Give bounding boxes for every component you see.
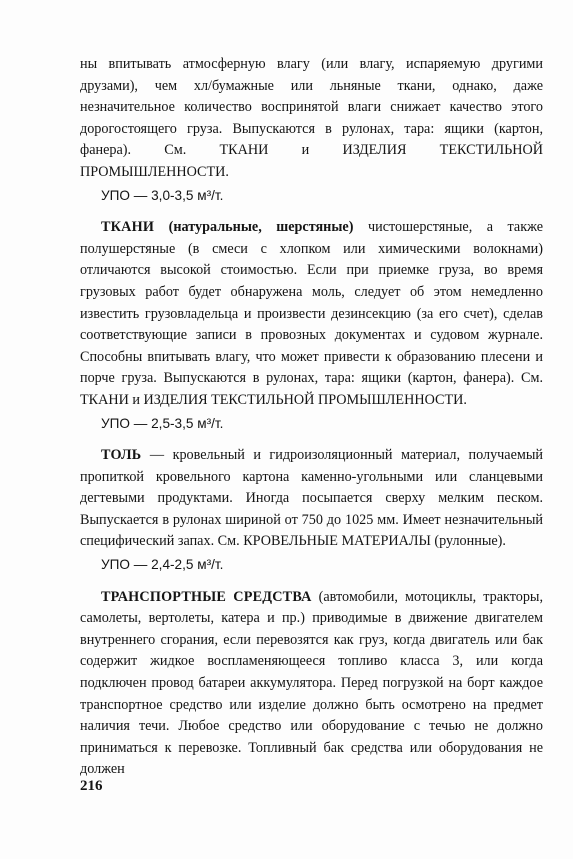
upo-line: УПО — 2,5-3,5 м³/т.: [101, 415, 224, 431]
paragraph-continuation: [80, 54, 543, 184]
entry-text: чистошерстяные, а также полушерстяные (в смеси с хлопком или химическими волокнами) отличаются высокой стоимостью. Если при приемке груза, во время грузовых работ будет обнаружена моль, следует об этом немедленно известить грузовладельца и произвести дезинсекцию (за его счет), сделав соответствующие записи в провозных документах и судовом журнале. Способны впитывать влагу, что может привести к образованию плесени и порче груза. Выпускаются в рулонах, тара: ящики (картон, фанера). См. ТКАНИ и ИЗДЕЛИЯ ТЕКСТИЛЬНОЙ ПРОМЫШЛЕННОСТИ.: [80, 219, 544, 408]
upo-line: УПО — 3,0-3,5 м³/т.: [101, 187, 224, 203]
entry-tkani: [80, 217, 543, 411]
entry-text: — кровельный и гидроизоляционный материал, получаемый пропиткой кровельного картона каменно-угольными или сланцевыми дегтевыми продуктами. Иногда посыпается сверху мелким песком. Выпускается в рулонах шириной от 750 до 1025 мм. Имеет незначительный специфический запах. См. КРОВЕЛЬНЫЕ МАТЕРИАЛЫ (рулонные).: [80, 447, 544, 550]
entry-term: ТКАНИ: [101, 219, 155, 236]
entry-transport: [80, 587, 543, 781]
entry-text: ны впитывать атмосферную влагу (или влагу, испаряемую другими друзами), чем хл/бумажные или льняные ткани, однако, даже незначительное количество воспринятой влаги снижает качество этого дорогостоящего груза. Выпускаются в рулонах, тара: ящики (картон, фанера). См. ТКАНИ и ИЗДЕЛИЯ ТЕКСТИЛЬНОЙ ПРОМЫШЛЕННОСТИ.: [80, 56, 543, 180]
entry-tol: [80, 445, 543, 553]
page-number: 216: [80, 778, 103, 794]
text-body: [80, 54, 543, 781]
entry-subtitle: (натуральные, шерстяные): [168, 219, 354, 236]
entry-term: ТОЛЬ: [101, 447, 142, 464]
upo-line: УПО — 2,4-2,5 м³/т.: [101, 557, 224, 573]
entry-text: (автомобили, мотоциклы, тракторы, самолеты, вертолеты, катера и пр.) приводимые в движение двигателем внутреннего сгорания, если перевозятся как груз, когда двигатель или бак содержит жидкое воспламеняющееся топливо класса 3, или когда подключен провод батареи аккумулятора. Перед погрузкой на борт каждое транспортное средство или изделие должно быть осмотрено на предмет наличия течи. Любое средство или оборудование с течью не должно приниматься к перевозке. Топливный бак средства или оборудования не должен: [80, 588, 543, 778]
entry-term: ТРАНСПОРТНЫЕ СРЕДСТВА: [101, 588, 312, 605]
